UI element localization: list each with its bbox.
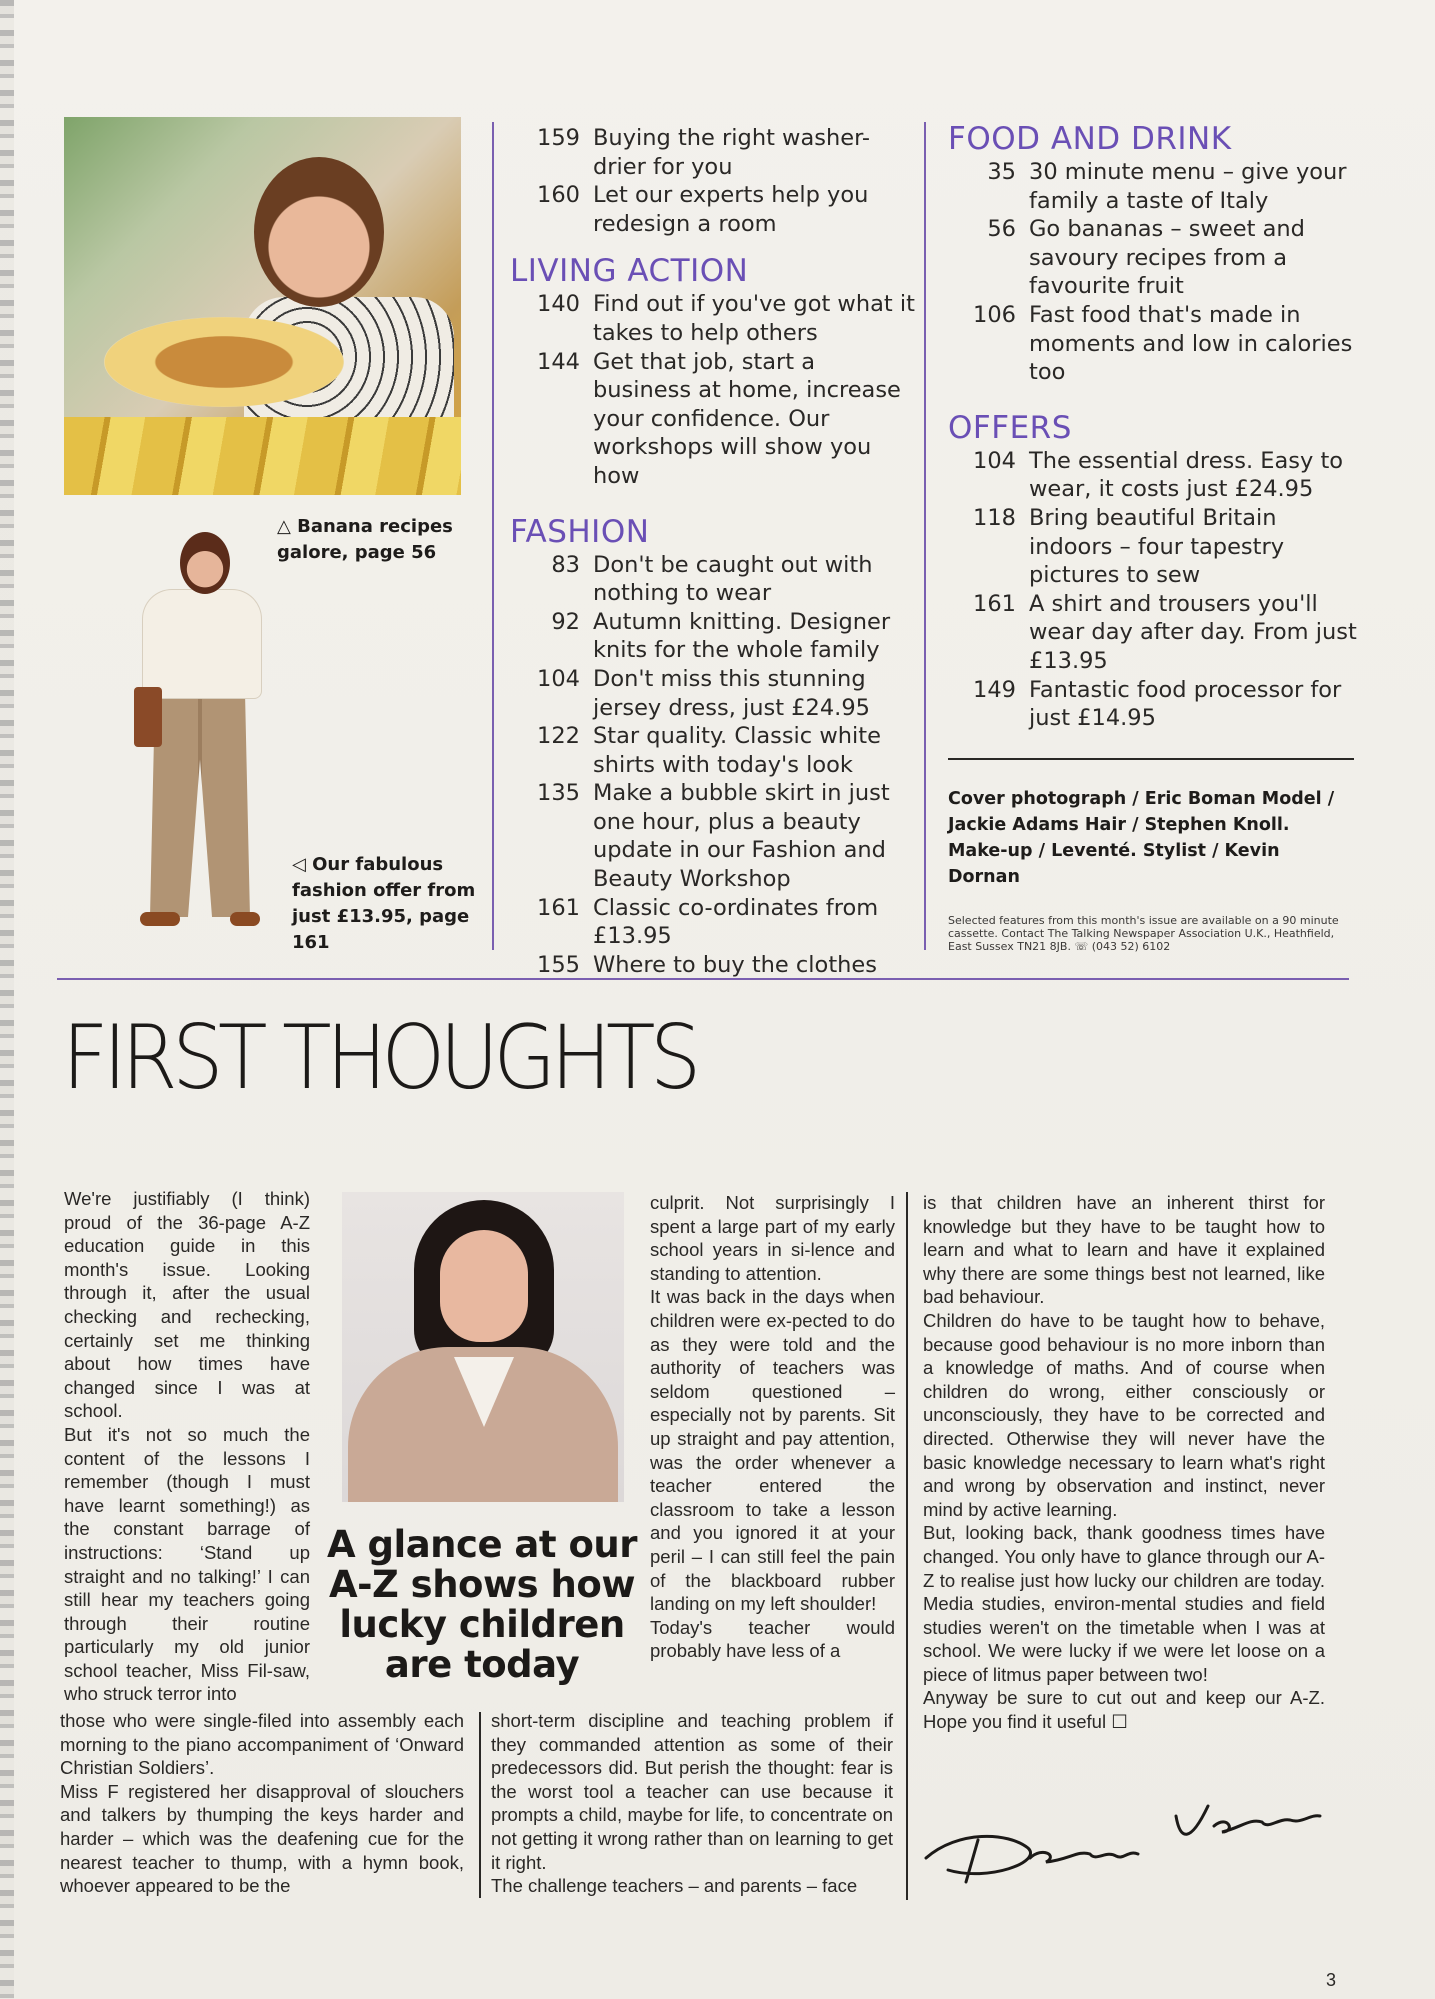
contents-entry	[510, 181, 920, 238]
contents-entry-text: Go bananas – sweet and savoury recipes from a favourite fruit	[1029, 216, 1305, 300]
credits-rule	[948, 758, 1354, 760]
contents-entry-text: Classic co-ordinates from £13.95	[593, 894, 879, 950]
article-paragraph: But, looking back, thank goodness times have changed. You only have to glance through our A-Z to realise just how lucky our children are today. Media studies, environ-mental studies and field studies weren't on the timetable when I was at school. We were lucky if we were let loose on a piece of litmus paper between two!	[923, 1522, 1325, 1685]
article-column-2-top	[650, 1191, 895, 1663]
contents-entry	[948, 676, 1358, 733]
page-ref-number: 106	[973, 301, 1016, 328]
fashion-offer-caption: ◁ Our fabulous fashion offer from just £13.95, page 161	[292, 854, 476, 953]
cassette-notice: Selected features from this month's issue are available on a 90 minute cassette. Contact The Talking Newspaper Association U.K., Heathfield, East Sussex TN21 8JB. ☏ (043 52) 6102	[948, 914, 1339, 953]
column-divider	[924, 122, 926, 950]
contents-entry	[948, 158, 1358, 215]
page-ref-number: 104	[537, 665, 580, 692]
contents-entry-text: Don't miss this stunning jersey dress, just £24.95	[593, 665, 870, 721]
contents-entry	[948, 301, 1358, 387]
contents-entry	[510, 722, 920, 779]
page-ref-number: 83	[551, 551, 580, 578]
article-column-1-bottom	[60, 1709, 464, 1898]
section-heading-offers: OFFERS	[948, 409, 1072, 446]
contents-entry-text: Find out if you've got what it takes to help others	[593, 291, 915, 346]
article-paragraph: culprit. Not surprisingly I spent a large part of my early school years in si-lence and standing to attention.	[650, 1192, 895, 1284]
contents-entry-text: Fast food that's made in moments and low in calories too	[1029, 301, 1353, 386]
contents-entry	[510, 951, 920, 980]
contents-entry	[510, 779, 920, 893]
contents-entry-text: A shirt and trousers you'll wear day after day. From just £13.95	[1029, 590, 1357, 674]
contents-entry-text: 30 minute menu – give your family a taste of Italy	[1029, 159, 1347, 214]
section-heading-fashion: FASHION	[510, 513, 650, 550]
article-paragraph: Children do have to be taught how to behave, because good behaviour is no more inborn than a knowledge of maths. And of course when children do wrong, either consciously or unconsciously, they have to be corrected and directed. Otherwise they will never have the basic knowledge necessary to learn what's right and wrong by observation and instinct, never mind by active learning.	[923, 1309, 1325, 1520]
page-ref-number: 160	[537, 182, 580, 209]
page-ref-number: 56	[987, 216, 1016, 243]
contents-entry	[510, 894, 920, 951]
article-column-1-top	[64, 1187, 310, 1706]
article-paragraph: those who were single-filed into assembly each morning to the piano accompaniment of ‘Onward Christian Soldiers’.	[60, 1710, 464, 1779]
article-paragraph: But it's not so much the content of the lessons I remember (though I must have learnt something!) as the constant barrage of instructions: ‘Stand up straight and no talking!’ I can still hear my teachers going through their routine particularly my old junior school teacher, Miss Fil-saw, who struck terror into	[64, 1423, 310, 1705]
contents-entry	[510, 290, 920, 347]
page-ref-number: 159	[537, 125, 580, 151]
article-paragraph: The challenge teachers – and parents – face	[491, 1875, 858, 1897]
page-number: 3	[1326, 1970, 1337, 1990]
page-ref-number: 149	[973, 676, 1016, 703]
contents-entry-text: Buying the right washer-drier for you	[593, 125, 870, 180]
contents-entry-text: Let our experts help you redesign a room	[593, 182, 869, 237]
contents-entry-text: Make a bubble skirt in just one hour, plus a beauty update in our Fashion and Beauty Workshop	[593, 780, 890, 893]
page-ref-number: 118	[973, 504, 1016, 531]
contents-list-food-and-drink	[948, 158, 1358, 387]
fashion-model-photo	[122, 527, 302, 937]
contents-entry-text: Autumn knitting. Designer knits for the whole family	[593, 608, 891, 664]
contents-column-2	[510, 124, 920, 979]
page-ref-number: 144	[537, 348, 580, 375]
contents-entry	[948, 590, 1358, 676]
section-heading-food-and-drink: FOOD AND DRINK	[948, 121, 1232, 157]
page-title: FIRST THOUGHTS	[62, 1006, 696, 1109]
article-paragraph: Miss F registered her disapproval of slouchers and talkers by thumping the keys harder and harder – which was the deafening cue for the nearest teacher to thump, with a hymn book, whoever appeared to be the	[60, 1780, 464, 1897]
contents-entry	[948, 447, 1358, 504]
page-ref-number: 161	[537, 894, 580, 921]
editor-signature	[918, 1770, 1328, 1890]
contents-entry-text: Star quality. Classic white shirts with today's look	[593, 723, 881, 778]
column-divider	[479, 1712, 481, 1898]
contents-entry	[510, 124, 920, 181]
contents-entry-text: The essential dress. Easy to wear, it costs just £24.95	[1029, 447, 1344, 503]
editor-portrait-photo	[342, 1192, 624, 1502]
column-divider	[906, 1192, 908, 1900]
page-ref-number: 135	[537, 780, 580, 807]
contents-entry	[510, 348, 920, 491]
section-heading-living-action: LIVING ACTION	[510, 253, 749, 290]
page-ref-number: 92	[551, 608, 580, 635]
page-ref-number: 140	[537, 291, 580, 318]
contents-entry-text: Where to buy the clothes	[593, 951, 877, 978]
article-paragraph: short-term discipline and teaching problem if they commanded attention as some of their predecessors did. But perish the thought: fear is the worst tool a teacher can use because it prompts a child, maybe for life, to concentrate on not getting it wrong rather than on learning to get it right.	[491, 1710, 893, 1873]
article-paragraph: We're justifiably (I think) proud of the 36-page A-Z education guide in this month's issue. Looking through it, after the usual checking and rechecking, certainly set me thinking about how times have changed since I was at school.	[64, 1188, 310, 1422]
pull-quote: A glance at our A-Z shows how lucky children are today	[327, 1523, 637, 1686]
contents-entry-text: Fantastic food processor for just £14.95	[1029, 676, 1342, 732]
cover-credits: Cover photograph / Eric Boman Model / Jackie Adams Hair / Stephen Knoll. Make-up / Leventé. Stylist / Kevin Dornan	[948, 789, 1335, 887]
banana-recipes-photo	[64, 117, 461, 495]
contents-entry	[510, 551, 920, 608]
article-paragraph: Today's teacher would probably have less of a	[650, 1616, 895, 1662]
article-column-2-bottom	[491, 1709, 893, 1898]
article-paragraph: is that children have an inherent thirst for knowledge but they have to be taught how to learn and what to learn and have it explained why there are some things best not learned, like bad behaviour.	[923, 1192, 1325, 1308]
article-column-3	[923, 1191, 1325, 1734]
contents-entry-text: Get that job, start a business at home, increase your confidence. Our workshops will show you how	[593, 348, 901, 489]
binding-edge	[0, 0, 14, 1999]
contents-list-living-action	[510, 290, 920, 490]
column-divider	[492, 122, 494, 950]
page-ref-number: 161	[973, 590, 1016, 617]
contents-list-offers	[948, 447, 1358, 733]
contents-entry	[948, 215, 1358, 301]
contents-entry-text: Bring beautiful Britain indoors – four tapestry pictures to sew	[1029, 504, 1285, 589]
contents-entry	[510, 665, 920, 722]
contents-column-3	[948, 120, 1358, 733]
contents-list-fashion	[510, 551, 920, 980]
page-ref-number: 104	[973, 447, 1016, 474]
contents-entry	[510, 608, 920, 665]
contents-list-home	[510, 124, 920, 238]
article-paragraph: Anyway be sure to cut out and keep our A-Z. Hope you find it useful ☐	[923, 1687, 1325, 1733]
banana-caption: △ Banana recipes galore, page 56	[277, 516, 453, 563]
page-ref-number: 35	[987, 159, 1016, 185]
page-ref-number: 122	[537, 723, 580, 750]
contents-entry	[948, 504, 1358, 590]
contents-entry-text: Don't be caught out with nothing to wear	[593, 551, 873, 607]
article-paragraph: It was back in the days when children were ex-pected to do as they were told and the authority of teachers was seldom questioned – especially not by parents. Sit up straight and pay attention, was the order whenever a teacher entered the classroom to take a lesson and you ignored it at your peril – I can still feel the pain of the blackboard rubber landing on my left shoulder!	[650, 1286, 895, 1615]
page-ref-number: 155	[537, 951, 580, 978]
